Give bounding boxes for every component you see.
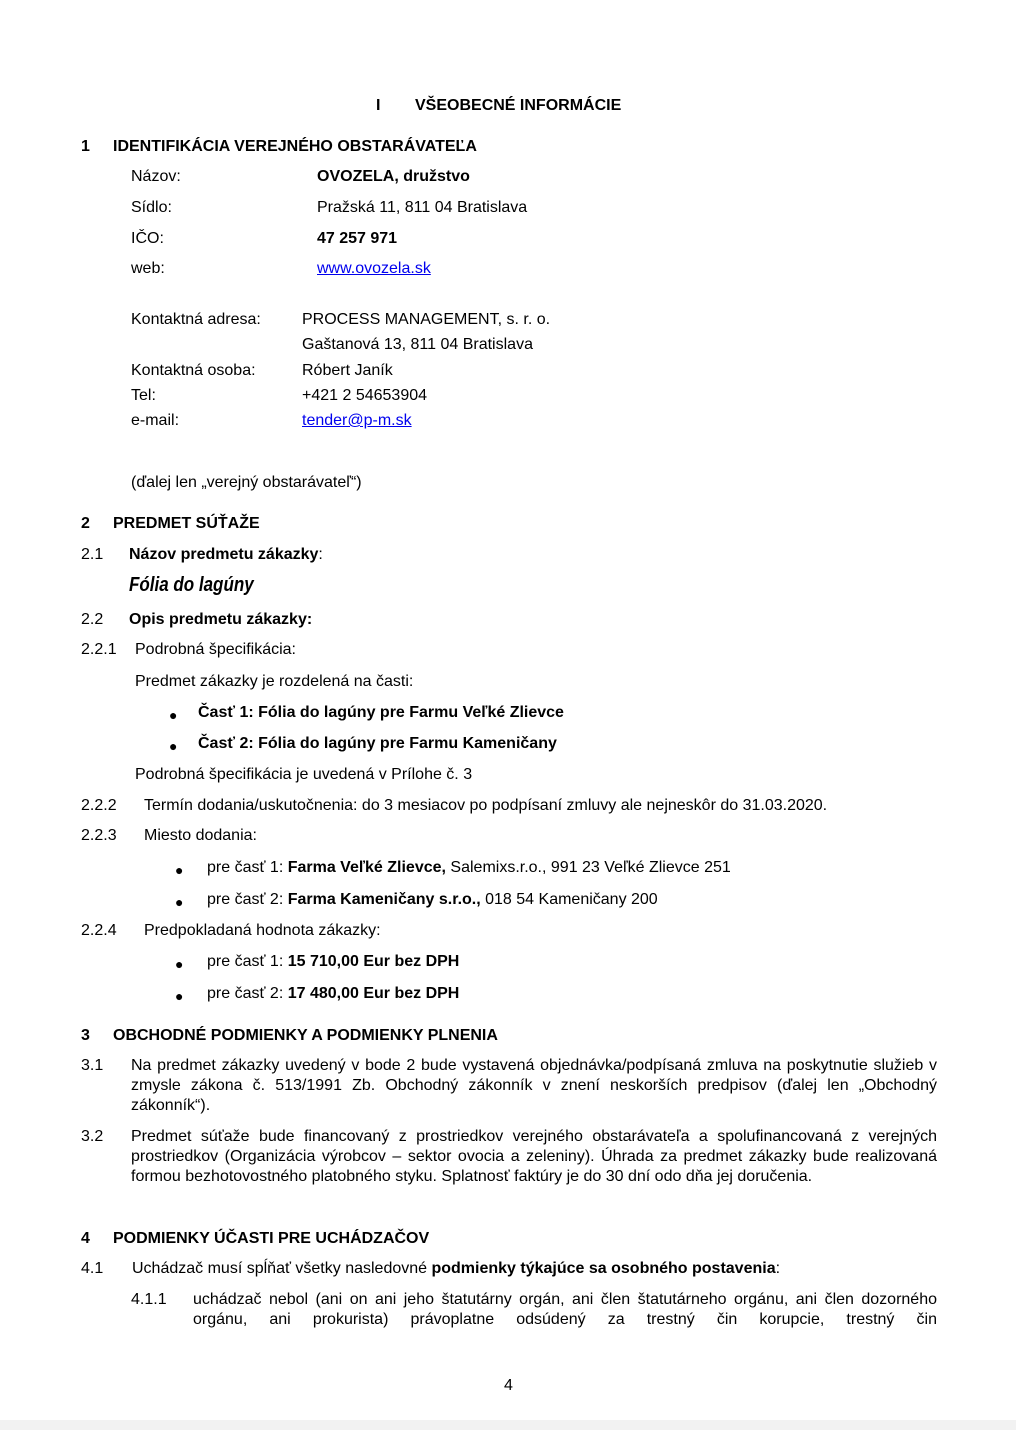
delivery-place-label: Miesto dodania: xyxy=(144,827,257,844)
delivery-place-2 xyxy=(207,890,658,910)
email-label: e-mail: xyxy=(131,412,180,429)
section-4-1-bold: podmienky týkajúce sa osobného postavenia xyxy=(431,1260,776,1277)
delivery-place-1 xyxy=(207,858,731,878)
bullet-icon: ● xyxy=(175,988,184,1004)
place-2-address: 018 54 Kameničany 200 xyxy=(480,891,658,908)
part-2: Časť 2: Fólia do lagúny pre Farmu Kameničany xyxy=(198,735,557,752)
seat-label: Sídlo: xyxy=(131,199,172,216)
contact-person: Róbert Janík xyxy=(302,362,393,379)
web-label: web: xyxy=(131,260,165,277)
tel-value: +421 2 54653904 xyxy=(302,387,428,404)
section-3-title: OBCHODNÉ PODMIENKY A PODMIENKY PLNENIA xyxy=(113,1027,498,1044)
contact-address-line2: Gaštanová 13, 811 04 Bratislava xyxy=(302,336,533,353)
name-value: OVOZELA, družstvo xyxy=(317,168,470,185)
heading-number: I xyxy=(376,97,381,114)
section-2-2-label: Opis predmetu zákazky: xyxy=(129,611,313,628)
section-4-1-post: : xyxy=(775,1260,781,1277)
place-2-farm: Farma Kameničany s.r.o., xyxy=(287,891,481,908)
bullet-icon: ● xyxy=(169,707,178,723)
bullet-icon: ● xyxy=(175,862,184,878)
tel-label: Tel: xyxy=(131,387,156,404)
section-2-2-3-number: 2.2.3 xyxy=(81,827,117,844)
section-3-1-number: 3.1 xyxy=(81,1057,104,1074)
part-1: Časť 1: Fólia do lagúny pre Farmu Veľké Zlievce xyxy=(198,704,564,721)
section-3-2-number: 3.2 xyxy=(81,1128,104,1145)
contact-person-label: Kontaktná osoba: xyxy=(131,362,256,379)
section-4-1-text xyxy=(132,1259,780,1279)
section-2-title: PREDMET SÚŤAŽE xyxy=(113,515,260,532)
value-1-prefix: pre časť 1: xyxy=(207,953,288,970)
section-3-2-text: Predmet súťaže bude financovaný z prostriedkov verejného obstarávateľa a spolufinancovaná z verejných prostriedkov (Organizácia výrobcov – sektor ovocia a zeleniny). Úhrada za predmet zákazky bude realizovaná formou bezhotovostného platobného styku. Splatnosť faktúry je do 30 dní odo dňa jej doručenia. xyxy=(131,1128,937,1185)
estimated-value-1 xyxy=(207,952,459,972)
value-1-amount: 15 710,00 Eur bez DPH xyxy=(287,953,460,970)
heading-title: VŠEOBECNÉ INFORMÁCIE xyxy=(415,97,622,114)
section-2-1-number: 2.1 xyxy=(81,546,104,563)
contact-address-label: Kontaktná adresa: xyxy=(131,311,261,328)
place-2-prefix: pre časť 2: xyxy=(207,891,288,908)
section-4-number: 4 xyxy=(81,1230,90,1247)
page-number: 4 xyxy=(504,1377,513,1394)
section-2-number: 2 xyxy=(81,515,90,532)
email-link[interactable]: tender@p-m.sk xyxy=(302,412,412,429)
place-1-prefix: pre časť 1: xyxy=(207,859,288,876)
contracting-authority-note: (ďalej len „verejný obstarávateľ“) xyxy=(131,474,362,491)
section-2-2-1-label: Podrobná špecifikácia: xyxy=(135,641,296,658)
section-4-1-number: 4.1 xyxy=(81,1260,104,1277)
estimated-value-2 xyxy=(207,984,459,1004)
parts-intro: Predmet zákazky je rozdelená na časti: xyxy=(135,673,414,690)
seat-value: Pražská 11, 811 04 Bratislava xyxy=(317,199,528,216)
contract-subject-title: Fólia do lagúny xyxy=(129,574,254,596)
delivery-term: Termín dodania/uskutočnenia: do 3 mesiacov po podpísaní zmluvy ale nejneskôr do 31.03.2020. xyxy=(144,797,828,814)
section-1-title: IDENTIFIKÁCIA VEREJNÉHO OBSTARÁVATEĽA xyxy=(113,138,477,155)
section-2-1-label-wrap xyxy=(129,545,323,565)
section-4-title: PODMIENKY ÚČASTI PRE UCHÁDZAČOV xyxy=(113,1230,430,1247)
section-4-1-1-text: uchádzač nebol (ani on ani jeho štatutárny orgán, ani člen štatutárneho orgánu, ani člen dozorného orgánu, ani prokurista) právoplatne odsúdený za trestný čin korupcie, trestný čin xyxy=(193,1291,937,1328)
section-2-2-1-number: 2.2.1 xyxy=(81,641,117,658)
bullet-icon: ● xyxy=(169,738,178,754)
section-4-1-pre: Uchádzač musí spĺňať všetky nasledovné xyxy=(132,1260,432,1277)
place-1-farm: Farma Veľké Zlievce, xyxy=(287,859,446,876)
section-2-2-number: 2.2 xyxy=(81,611,104,628)
ico-label: IČO: xyxy=(131,230,164,247)
specification-note: Podrobná špecifikácia je uvedená v Prílohe č. 3 xyxy=(135,766,473,783)
section-3-1-text: Na predmet zákazky uvedený v bode 2 bude vystavená objednávka/podpísaná zmluva na poskytnutie služieb v zmysle zákona č. 513/1991 Zb. Obchodný zákonník v znení neskorších predpisov (ďalej len „Obchodný zákonník“). xyxy=(131,1057,937,1114)
ico-value: 47 257 971 xyxy=(317,230,398,247)
place-1-address: Salemixs.r.o., 991 23 Veľké Zlievce 251 xyxy=(445,859,731,876)
estimated-value-label: Predpokladaná hodnota zákazky: xyxy=(144,922,381,939)
section-3-number: 3 xyxy=(81,1027,90,1044)
bullet-icon: ● xyxy=(175,956,184,972)
value-2-prefix: pre časť 2: xyxy=(207,985,288,1002)
section-2-1-colon: : xyxy=(318,546,323,563)
section-2-2-4-number: 2.2.4 xyxy=(81,922,117,939)
section-1-number: 1 xyxy=(81,138,90,155)
name-label: Názov: xyxy=(131,168,181,185)
web-link[interactable]: www.ovozela.sk xyxy=(317,260,431,277)
section-2-1-label: Názov predmetu zákazky xyxy=(129,546,319,563)
value-2-amount: 17 480,00 Eur bez DPH xyxy=(287,985,460,1002)
bullet-icon: ● xyxy=(175,894,184,910)
section-4-1-1-number: 4.1.1 xyxy=(131,1291,167,1308)
contact-address-line1: PROCESS MANAGEMENT, s. r. o. xyxy=(302,311,551,328)
section-2-2-2-number: 2.2.2 xyxy=(81,797,117,814)
